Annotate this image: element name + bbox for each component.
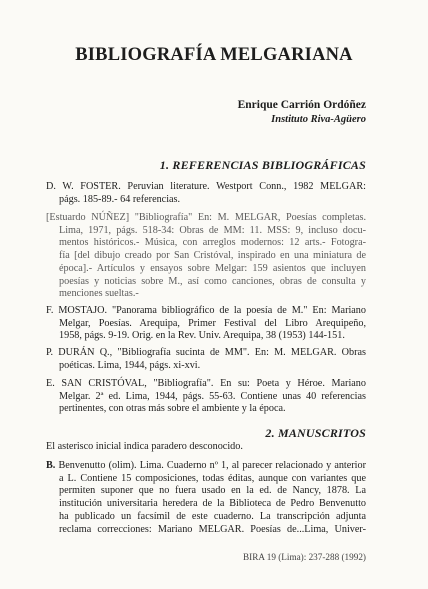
bibliography-entry [46, 181, 366, 206]
bibliography-entry [46, 378, 366, 416]
entry-line: menciones sueltas.- [59, 288, 139, 300]
entry-line: Melgar, Poesías. Arequipa, Primer Festival del Libro Arequipeño, [59, 317, 366, 329]
entry-line: fía [del dibujo creado por San Cristóval, inspirado en una miniatura de [59, 250, 366, 262]
bibliography-entry [46, 212, 366, 301]
page-footer-citation: BIRA 19 (Lima): 237-288 (1992) [243, 552, 366, 562]
entry-line: a L. Contiene 15 composiciones, todas éditas, aunque con variantes que [59, 472, 366, 484]
section-note: El asterisco inicial indica paradero desconocido. [46, 441, 243, 452]
page-title: BIBLIOGRAFÍA MELGARIANA [75, 45, 353, 65]
entry-line: pertinentes, con otras más sobre el ambiente y la época. [59, 403, 286, 415]
entry-line: D. W. FOSTER. Peruvian literature. Westport Conn., 1982 MELGAR: [46, 181, 366, 192]
entry-line: reclama correcciones: Mariano MELGAR. Poesías de...Lima, Univer- [59, 523, 366, 535]
entry-line: [Estuardo NÚÑEZ] "Bibliografía" En: M. MELGAR, Poesías completas. [46, 212, 366, 223]
entry-line: Lima, 1971, págs. 518-34: Obras de MM: 11. MSS: 9, incluso docu- [59, 224, 366, 236]
manuscript-entry [46, 460, 366, 536]
section-heading-references: 1. REFERENCIAS BIBLIOGRÁFICAS [159, 158, 366, 172]
entry-marker: B. [46, 460, 56, 471]
section-heading-manuscripts: 2. MANUSCRITOS [265, 426, 366, 440]
entry-line: Melgar. 2ª ed. Lima, 1944, págs. 55-63. Contiene unas 40 referencias [59, 390, 366, 402]
entry-line: B. Benvenutto (olim). Lima. Cuaderno nº 1, al parecer relacionado y anterior [46, 460, 366, 471]
entry-line: F. MOSTAJO. "Panorama bibliográfico de la poesía de M." En: Mariano [46, 305, 366, 316]
entry-line: poéticas. Lima, 1944, págs. xi-xvi. [59, 359, 201, 371]
bibliography-entry [46, 347, 366, 372]
author-affiliation: Instituto Riva-Agüero [271, 114, 366, 125]
entry-line: poesías y noticias sobre M., así como canciones, obras de consulta y [59, 275, 366, 287]
entry-line: permiten suponer que no fuera usado en la ed. de Nancy, 1878. La [59, 485, 366, 497]
entry-line: mentos históricos.- Música, con arreglos modernos: 12 arts.- Fotogra- [59, 237, 366, 249]
author-name: Enrique Carrión Ordóñez [237, 99, 366, 111]
bibliography-entry [46, 305, 366, 343]
entry-line: págs. 185-89.- 64 referencias. [59, 193, 181, 205]
entry-line: E. SAN CRISTÓVAL, "Bibliografía". En su: Poeta y Héroe. Mariano [46, 378, 366, 389]
entry-line: ha publicado un facsímil de este cuaderno. La transcripción adjunta [59, 510, 366, 522]
entry-line: institución universitaria heredera de la Biblioteca de Pedro Benvenutto [59, 498, 366, 510]
entry-line: 1958, págs. 9-19. Orig. en la Rev. Univ. Arequipa, 38 (1953) 144-151. [59, 330, 345, 342]
entry-line: P. DURÁN Q., "Bibliografía sucinta de MM". En: M. MELGAR. Obras [46, 347, 366, 358]
entry-line: época].- Artículos y ensayos sobre Melgar: 159 asientos que incluyen [59, 262, 366, 274]
